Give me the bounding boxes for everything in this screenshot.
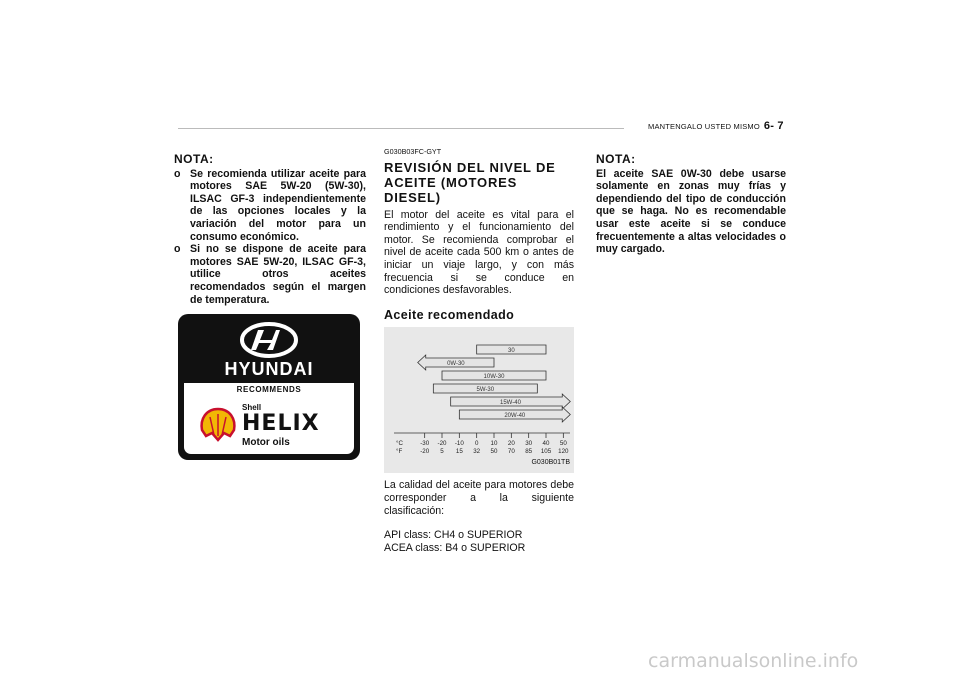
fahrenheit-tick-label: 70 [507,448,515,456]
fahrenheit-tick-label: -20 [420,448,430,456]
hyundai-wordmark: HYUNDAI [224,359,314,379]
fahrenheit-unit-label: °F [396,448,403,456]
fahrenheit-tick-label: 15 [455,448,463,456]
helix-wordmark: HELIX [242,411,320,436]
page-header [648,120,784,132]
note-text: Si no se dispone de aceite para motores SAE 5W-20, ILSAC GF-3, utilice otros aceites recomendados según el margen de temperatura. [190,243,366,306]
section-code: G030B03FC-GYT [384,147,442,156]
api-class: API class: CH4 o SUPERIOR [384,529,523,542]
celsius-tick-label: -10 [454,440,464,448]
motor-oils-text: Motor oils [242,437,290,448]
quality-paragraph: La calidad del aceite para motores debe corresponder a la siguiente clasificación: [384,479,574,517]
watermark: carmanualsonline.info [648,650,859,672]
celsius-tick-label: 50 [559,440,567,448]
hyundai-shell-logo [178,314,360,460]
celsius-tick-label: 30 [525,440,533,448]
oil-viscosity-chart [384,327,574,473]
fahrenheit-tick-label: 32 [473,448,481,456]
section-title: MANTENGALO USTED MISMO [648,122,760,131]
header-rule [178,128,624,129]
bullet: o [174,243,181,256]
middle-column [384,146,574,554]
hyundai-emblem-icon [178,314,360,364]
oil-chart-svg [384,327,574,473]
figure-reference: G030B01TB [531,458,570,466]
note-heading: NOTA: [596,152,636,166]
section-title-diesel: REVISIÓN DEL NIVEL DE ACEITE (MOTORES DIESEL) [384,159,556,205]
page-number: 6- 7 [763,120,784,132]
fahrenheit-tick-label: 105 [540,448,552,456]
celsius-unit-label: °C [396,440,403,448]
recommended-oil-heading: Aceite recomendado [384,307,515,322]
note-text: El aceite SAE 0W-30 debe usarse solamente en zonas muy frías y dependiendo del tipo de conducción que se haga. No es recomendable usar este aceite si se conduce frecuentemente a altas velocidades o muy cargado. [596,167,786,256]
note-text: Se recomienda utilizar aceite para motores SAE 5W-20 (5W-30), ILSAC GF-3 independientemente de las opciones locales y la variación del motor para un consumo económico. [190,167,366,243]
intro-paragraph: El motor del aceite es vital para el rendimiento y el funcionamiento del motor. Se recomienda comprobar el nivel de aceite cada 500 km o antes de iniciar un viaje largo, y con más frecuencia si se conduce en condiciones desfavorables. [384,208,574,297]
celsius-tick-label: 40 [542,440,550,448]
celsius-tick-label: -20 [437,440,447,448]
note-item [174,168,366,244]
fahrenheit-tick-label: 120 [558,448,569,456]
fahrenheit-tick-label: 50 [490,448,498,456]
shell-text: Shell [242,403,262,412]
bullet: o [174,167,181,180]
viscosity-bar-label: 15W-40 [500,400,521,407]
celsius-tick-label: 20 [507,440,515,448]
note-item [174,243,366,306]
viscosity-bar-label: 30 [507,348,515,355]
right-column [596,153,786,256]
celsius-tick-label: 0 [474,440,479,448]
fahrenheit-tick-label: 85 [525,448,533,456]
fahrenheit-tick-label: 5 [440,448,444,456]
viscosity-bar-label: 10W-30 [483,374,505,381]
viscosity-bar-label: 5W-30 [476,387,495,394]
celsius-tick-label: 10 [490,440,498,448]
recommends-text: RECOMMENDS [236,385,302,394]
viscosity-bar-label: 20W-40 [504,413,526,420]
viscosity-bar-label: 0W-30 [447,361,465,368]
shell-pecten-icon [198,406,238,444]
left-column [174,153,366,306]
celsius-tick-label: -30 [420,440,430,448]
note-heading: NOTA: [174,152,214,166]
acea-class: ACEA class: B4 o SUPERIOR [384,541,526,554]
note-list [174,168,366,307]
